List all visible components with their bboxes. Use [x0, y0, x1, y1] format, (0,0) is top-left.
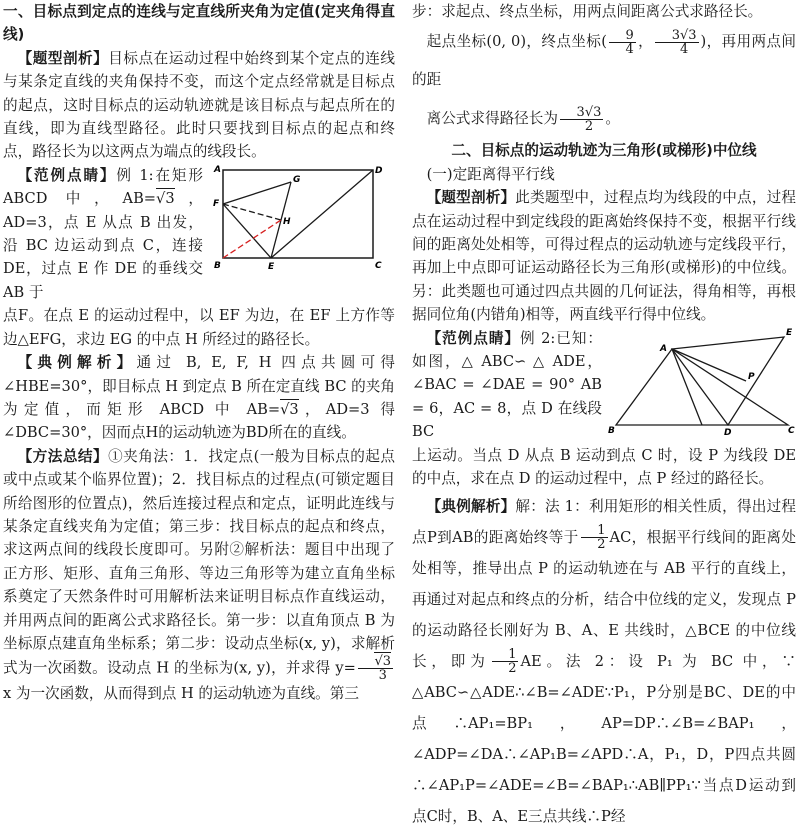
tag-solution: 【典例解析】 — [17, 354, 137, 372]
label-b: B — [214, 260, 221, 271]
fraction-sqrt3-over-3 — [358, 655, 393, 682]
frac-numerator: 1 — [581, 524, 608, 538]
tag-example: 【范例点睛】 — [17, 166, 117, 184]
coords-part-b: )，再用两点间的距 — [412, 33, 796, 89]
solution-2-part-b: AC，根据平行线间的距离处处相等，推导出点 P 的运动轨迹在与 AB 平行的直线上，再通过对起点和终点的分析，结合中位线的定义，发现点 P 的运动路径长刚好为 B、A、E 共线时，△BCE 的中位线长，即为 — [412, 528, 796, 670]
label-c: C — [375, 260, 382, 271]
analysis-2-text: 此类题型中，过程点均为线段的中点，过程点在运动过程中到定线段的距离始终保持不变，根据平行线间的距离处处相等，可得过程点的运动轨迹与定线段平行，再加上中点即可证运动路径长为三角形(或梯形)的中位线。另：此类题也可通过四点共圆的几何证法，得角相等，再根据同位角(内错角)相等，两直线平行得中位线。 — [412, 189, 796, 324]
example-2-text — [412, 327, 602, 444]
frac-denominator: 4 — [679, 41, 689, 57]
frac-numerator: √3 — [374, 654, 391, 670]
fraction-3sqrt3-over-2 — [560, 106, 603, 133]
tag-method: 【方法总结】 — [17, 447, 109, 465]
fraction-one-half-2 — [492, 648, 519, 675]
paragraph-solution-2 — [412, 491, 796, 832]
frac-numerator: 1 — [492, 648, 519, 662]
solution-1-part-b: ，AD=3 得∠DBC=30°，因而点H的运动轨迹为BD所在的直线。 — [3, 400, 395, 442]
segment-fh-dashed — [223, 204, 281, 220]
solution-2-part-c: AE。法 2：设 P₁ 为 BC 中，∵ △ABC∽△ADE∴∠B=∠ADE∵P₁，P分别是BC、DE的中点∴AP₁=BP₁，AP=DP∴∠B=∠BAP₁，∠ADP=∠DA∴∠AP₁B=∠APD∴A，P₁，D，P四点共圆∴∠AP₁P=∠ADE=∠B=∠BAP₁∴AB∥PP₁∵当点D运动到点C时，B、A、E三点共线∴P经 — [412, 652, 796, 825]
frac-denominator: 3 — [378, 668, 387, 684]
paragraph-analysis-1 — [3, 47, 395, 164]
solution-2-part-a: 解：法 1：利用矩形的相关性质，得出过程点P到AB的距离始终等于 — [412, 497, 796, 546]
example-2-block — [412, 327, 796, 444]
tag-analysis: 【题型剖析】 — [426, 189, 516, 207]
section-heading-2: 二、目标点的运动轨迹为三角形(或梯形)中位线 — [451, 142, 757, 160]
label-p: P — [748, 371, 755, 382]
example-2-part-a: 例 2:已知：如图，△ ABC∽ △ ADE，∠BAC = ∠DAE = 90° AB = 6，AC = 8，点 D 在线段 BC — [412, 329, 602, 441]
frac-denominator: 4 — [625, 41, 634, 57]
paragraph-step3: 步：求起点、终点坐标，用两点间距离公式求路径长。 — [412, 3, 763, 20]
paragraph-analysis-2 — [412, 186, 796, 326]
right-column — [412, 0, 796, 832]
path-length-text: 离公式求得路径长为 — [426, 110, 558, 128]
subheading-2-1: (一)定距离得平行线 — [426, 165, 555, 183]
label-a: A — [214, 164, 221, 175]
fraction-3sqrt3-over-4 — [655, 29, 698, 56]
method-part-b: x 为一次函数，从而得到点 H 的运动轨迹为直线。第三 — [3, 685, 359, 703]
coords-part-a: 起点坐标(0, 0)，终点坐标( — [426, 33, 607, 51]
example-1-part-a: 例 1:在矩形 ABCD 中，AB= — [3, 166, 203, 208]
frac-numerator: 3√3 — [655, 29, 698, 43]
label-b: B — [608, 425, 615, 436]
sqrt-three: √3 — [280, 400, 299, 418]
frac-denominator: 2 — [584, 118, 594, 134]
frac-numerator: 3√3 — [560, 106, 603, 120]
fraction-one-half — [581, 524, 608, 551]
figure-rectangle-abcd — [209, 164, 395, 274]
triangle-abc — [616, 349, 788, 425]
paragraph-path-length — [412, 99, 796, 139]
analysis-text: 目标点在运动过程中始终到某个定点的连线与某条定直线的夹角保持不变，而这个定点经常就是目标点的起点，这时目标点的运动轨迹就是该目标点与起点所在的直线，即为直线型路径。此时只要找到目标点的起点和终点，路径长为以这两点为端点的线段长。 — [3, 49, 395, 161]
sqrt-three: √3 — [156, 190, 175, 208]
method-part-a: ①夹角法：1．找定点(一般为目标点的起点或中点或某个临界位置)；2．找目标点的过程点(可锁定题目所给图形的位置点)，然后连接过程点和定点，证明此连线与某条定直线夹角为定值；第三步：找目标点的起点和终点，求这两点间的线段长度即可。另附②解析法：题目中出现了正方形、矩形、直角三角形、等边三角形等为建立直角坐标系奠定了天然条件时可用解析法来证明目标点作直线运动，并用两点间的距离公式求路径长。第一步：以直角顶点 B 为坐标原点建直角坐标系；第二步：设动点坐标(x, y)，求解析式为一次函数。设动点 H 的坐标为(x, y)，并求得 y= — [3, 447, 395, 677]
frac-denominator: 2 — [508, 661, 517, 676]
label-g: G — [293, 174, 301, 185]
paragraph-solution-1 — [3, 351, 395, 445]
frac-denominator: 2 — [597, 537, 606, 552]
example-1-part-b: ，AD=3，点 E 从点 B 出发，沿 BC 边运动到点 C，连接 DE，过点 E 作 DE 的垂线交 AB 于 — [3, 190, 203, 301]
paragraph-method-summary — [3, 445, 395, 706]
label-c: C — [788, 425, 795, 436]
tag-analysis: 【题型剖析】 — [17, 49, 109, 67]
period: 。 — [605, 110, 620, 128]
example-2-continued: 上运动。当点 D 从点 B 运动到点 C 时，设 P 为线段 DE 的中点，求在点 D 的运动过程中，点 P 经过的路径长。 — [412, 446, 796, 488]
tag-solution: 【典例解析】 — [426, 497, 516, 515]
figure-similar-triangles — [608, 327, 796, 437]
section-heading-1: 一、目标点到定点的连线与定直线所夹角为定值(定夹角得直线) — [3, 3, 395, 44]
frac-numerator: 9 — [609, 29, 636, 43]
label-d: D — [724, 427, 732, 437]
label-f: F — [213, 198, 220, 209]
example-1-block — [3, 164, 395, 304]
label-e: E — [786, 327, 793, 338]
label-e: E — [268, 261, 275, 272]
example-1-continued: 点F。在点 E 的运动过程中，以 EF 为边，在 EF 上方作等边△EFG，求边 EG 的中点 H 所经过的路径长。 — [3, 307, 395, 348]
tag-example: 【范例点睛】 — [426, 329, 520, 347]
paragraph-coordinates: 起点坐标(0, 0)，终点坐标( $\frac{9}{4}$ ， $\frac{3√3}{4}$ )，再用两点间的距 — [412, 27, 796, 89]
left-column — [3, 0, 395, 706]
example-1-text — [3, 164, 203, 304]
solution-1-part-a: 通过 B, E, F, H 四点共圆可得∠HBE=30°，即目标点 H 到定点 B 所在定直线 BC 的夹角为定值，而矩形 ABCD 中 AB= — [3, 354, 395, 418]
label-d: D — [375, 165, 383, 176]
label-h: H — [283, 216, 291, 227]
label-a: A — [660, 343, 667, 354]
segment-fg — [223, 182, 291, 204]
fraction-9-over-4 — [609, 29, 636, 56]
